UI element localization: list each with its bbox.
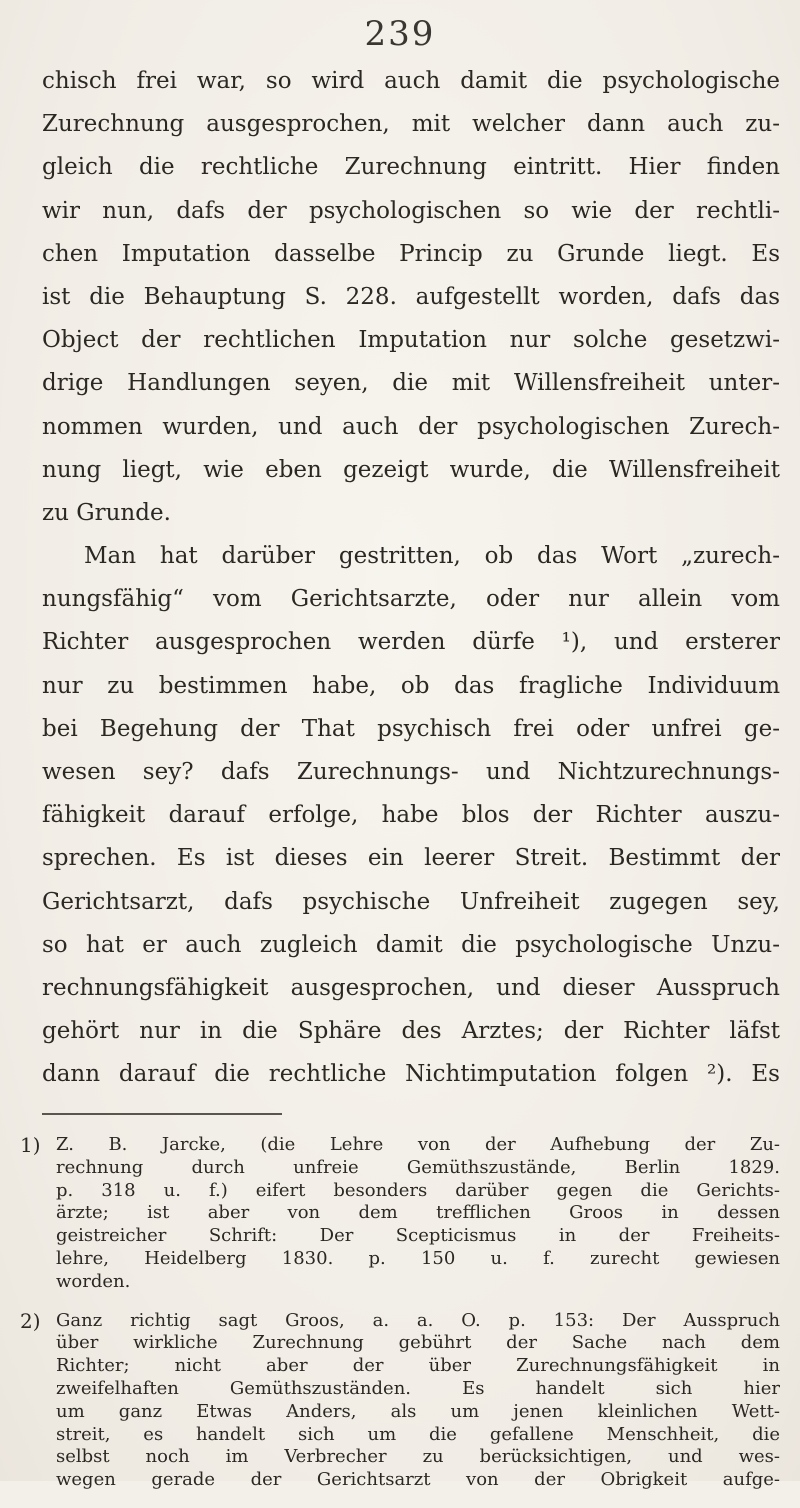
body-line: drige Handlungen seyen, die mit Willensfreiheit unter- <box>42 370 780 397</box>
body-line: nungsfähig“ vom Gerichtsarzte, oder nur allein vom <box>42 586 780 613</box>
footnote-marker: 1) <box>20 1133 41 1157</box>
footnote-line: selbst noch im Verbrecher zu berücksichtigen, und wes- <box>56 1446 780 1468</box>
footnote-line: lehre, Heidelberg 1830. p. 150 u. f. zurecht gewiesen <box>56 1247 780 1269</box>
body-line: nommen wurden, und auch der psychologischen Zurech- <box>42 413 780 440</box>
footnote-line: ärzte; ist aber von dem trefflichen Groos in dessen <box>56 1202 780 1224</box>
body-line: zu Grunde. <box>42 499 171 526</box>
body-line: gleich die rechtliche Zurechnung eintritt. Hier finden <box>42 154 780 181</box>
body-line: chisch frei war, so wird auch damit die psychologische <box>42 68 780 94</box>
body-line: gehört nur in die Sphäre des Arztes; der Richter läfst <box>42 1018 780 1045</box>
body-line: so hat er auch zugleich damit die psychologische Unzu- <box>42 931 780 958</box>
body-line: Zurechnung ausgesprochen, mit welcher dann auch zu- <box>42 111 780 138</box>
footnote-line: geistreicher Schrift: Der Scepticismus in der Freiheits- <box>56 1225 780 1247</box>
body-line: wir nun, dafs der psychologischen so wie der rechtli- <box>42 197 780 224</box>
footnote-line: streit, es handelt sich um die gefallene Menschheit, die <box>56 1423 780 1445</box>
body-line: chen Imputation dasselbe Princip zu Grunde liegt. Es <box>42 240 780 267</box>
body-line: Man hat darüber gestritten, ob das Wort „zurech- <box>84 543 780 570</box>
footnote-1 <box>20 1134 780 1294</box>
body-line: nung liegt, wie eben gezeigt wurde, die Willensfreiheit <box>42 456 780 483</box>
body-line: Richter ausgesprochen werden dürfe ¹), und ersterer <box>42 629 780 656</box>
footnote-line: worden. <box>56 1270 131 1292</box>
footnote-marker: 2) <box>20 1308 41 1333</box>
footnote-separator <box>42 1113 282 1115</box>
footnote-line: p. 318 u. f.) eifert besonders darüber gegen die Gerichts- <box>56 1179 780 1201</box>
body-line: dann darauf die rechtliche Nichtimputation folgen ²). Es <box>42 1061 780 1088</box>
body-line: Object der rechtlichen Imputation nur solche gesetzwi- <box>42 327 780 354</box>
footnote-line: um ganz Etwas Anders, als um jenen kleinlichen Wett- <box>56 1400 780 1422</box>
page-number: 239 <box>364 14 436 54</box>
footnote-line: zweifelhaften Gemüthszuständen. Es handelt sich hier <box>56 1377 780 1399</box>
footnote-line: Z. B. Jarcke, (die Lehre von der Aufhebung der Zu- <box>56 1134 780 1155</box>
footnote-line: wegen gerade der Gerichtsarzt von der Obrigkeit aufge- <box>56 1469 780 1491</box>
footnote-line: über wirkliche Zurechnung gebührt der Sache nach dem <box>56 1332 780 1354</box>
body-line: sprechen. Es ist dieses ein leerer Streit. Bestimmt der <box>42 845 780 872</box>
footnote-line: Richter; nicht aber der über Zurechnungsfähigkeit in <box>56 1355 780 1377</box>
body-line: rechnungsfähigkeit ausgesprochen, und dieser Ausspruch <box>42 974 780 1001</box>
body-line: fähigkeit darauf erfolge, habe blos der Richter auszu- <box>42 802 780 829</box>
body-line: wesen sey? dafs Zurechnungs- und Nichtzurechnungs- <box>42 759 780 785</box>
body-line: Gerichtsarzt, dafs psychische Unfreiheit zugegen sey, <box>42 888 780 915</box>
footnote-line: rechnung durch unfreie Gemüthszustände, Berlin 1829. <box>56 1156 780 1178</box>
body-line: bei Begehung der That psychisch frei oder unfrei ge- <box>42 715 780 742</box>
footnote-2 <box>20 1310 780 1492</box>
footnotes <box>20 1134 780 1508</box>
body-line: ist die Behauptung S. 228. aufgestellt worden, dafs das <box>42 283 780 310</box>
body-text <box>42 60 780 1097</box>
footnote-line: Ganz richtig sagt Groos, a. a. O. p. 153: Der Ausspruch <box>56 1309 780 1331</box>
body-line: nur zu bestimmen habe, ob das fragliche Individuum <box>42 672 780 699</box>
